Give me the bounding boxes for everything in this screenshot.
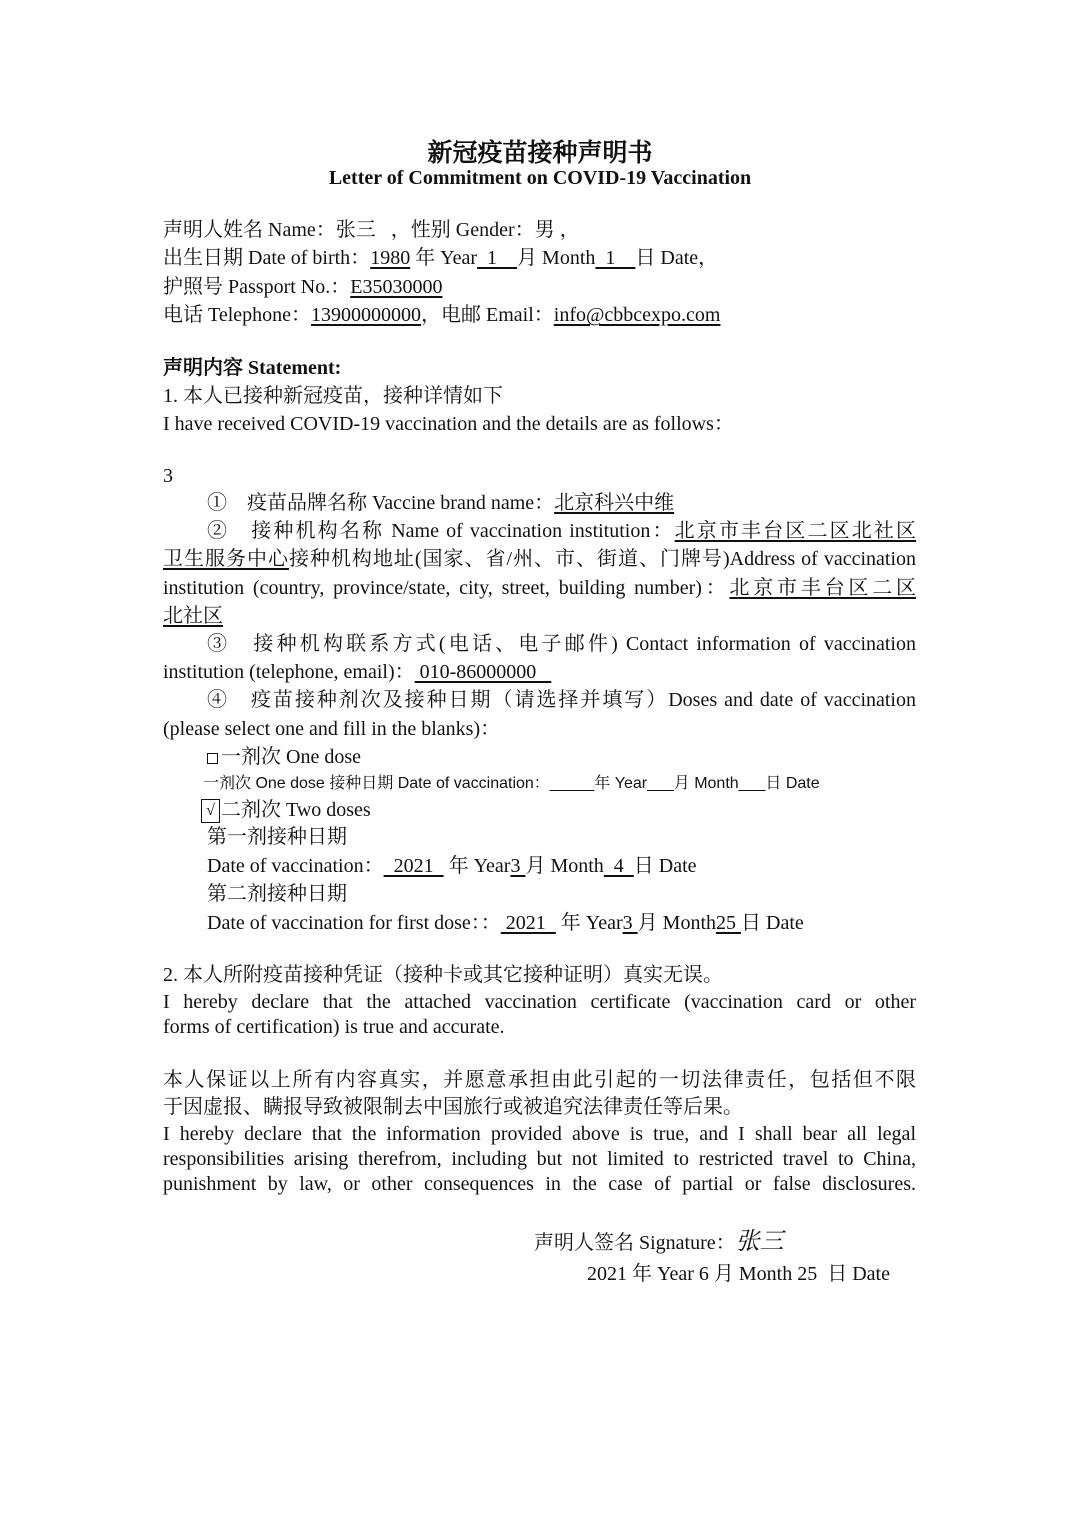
- day-label: 日 Date: [741, 912, 804, 934]
- name-label: 声明人姓名 Name：: [163, 219, 336, 241]
- first-dose-label: Date of vaccination：: [207, 855, 384, 877]
- brand-value: 北京科兴中维: [554, 492, 675, 514]
- first-dose-heading: 第一剂接种日期: [207, 826, 347, 848]
- two-doses-label: 二剂次 Two doses: [221, 799, 371, 821]
- first-dose-date-line: [207, 853, 697, 879]
- contact-info-value: 010-86000000: [414, 661, 552, 683]
- address-label-cont: institution (country, province/state, city, street, building number)：: [163, 577, 730, 599]
- guarantee-en-2: responsibilities arising therefrom, including but not limited to restricted travel to China,: [163, 1148, 916, 1170]
- item2-cn: 2. 本人所附疫苗接种凭证（接种卡或其它接种证明）真实无误。: [163, 964, 723, 986]
- second-dose-year: 2021: [500, 912, 556, 934]
- dob-day: 1: [595, 247, 636, 269]
- tel-value: 13900000000: [311, 304, 422, 326]
- signature-name: 张三: [735, 1229, 784, 1255]
- year-label: 年 Year: [448, 855, 511, 877]
- passport-label: 护照号 Passport No.：: [163, 276, 351, 298]
- first-dose-month: 3: [510, 855, 526, 877]
- punct: ，: [559, 219, 580, 241]
- two-doses-option[interactable]: [201, 797, 371, 823]
- signature-date: 2021 年 Year 6 月 Month 25 日 Date: [587, 1263, 890, 1285]
- item2-en-1: I hereby declare that the attached vaccination certificate (vaccination card or other: [163, 991, 916, 1013]
- number-text: 3: [163, 465, 173, 487]
- first-dose-year: 2021: [383, 855, 444, 877]
- document-title-cn: 新冠疫苗接种声明书: [427, 140, 653, 167]
- contact-info-line: [163, 659, 551, 685]
- statement-heading: 声明内容 Statement:: [163, 357, 342, 379]
- item1-cn: 1. 本人已接种新冠疫苗，接种详情如下: [163, 385, 503, 407]
- passport-line: [163, 274, 442, 300]
- doses-label-cont: (please select one and fill in the blanks)：: [163, 718, 501, 740]
- address-line-1: [163, 546, 916, 572]
- second-dose-month: 3: [622, 912, 638, 934]
- item2-en-2: forms of certification) is true and accurate.: [163, 1016, 505, 1038]
- day-label: 日 Date: [633, 855, 697, 877]
- address-line-3: [163, 603, 223, 629]
- dob-month: 1: [477, 247, 518, 269]
- name-line: [163, 217, 580, 243]
- contact-info-label-cont: institution (telephone, email)：: [163, 661, 415, 683]
- guarantee-cn-2: 于因虚报、瞒报导致被限制去中国旅行或被追究法律责任等后果。: [163, 1096, 743, 1118]
- gender-value: 男: [534, 219, 555, 241]
- dob-label: 出生日期 Date of birth：: [163, 247, 371, 269]
- month-label: 月 Month: [517, 247, 596, 269]
- guarantee-en-3: punishment by law, or other consequences in the case of partial or false disclosures.: [163, 1173, 916, 1195]
- contact-line: [163, 302, 720, 328]
- dob-year: 1980: [370, 247, 411, 269]
- address-value-cont: 北社区: [163, 605, 223, 627]
- two-doses-checkbox[interactable]: √: [201, 799, 220, 823]
- brand-line: [207, 490, 674, 516]
- institution-label: ② 接种机构名称 Name of vaccination institution：: [207, 520, 675, 542]
- gender-label: ，性别 Gender：: [390, 219, 535, 241]
- address-line-2: [163, 575, 916, 601]
- email-label: ，电邮 Email：: [421, 304, 554, 326]
- one-dose-option[interactable]: [207, 744, 361, 770]
- second-dose-day: 25: [716, 912, 741, 934]
- tel-label: 电话 Telephone：: [163, 304, 312, 326]
- address-label: 接种机构地址(国家、省/州、市、街道、门牌号)Address of vaccination: [288, 548, 917, 570]
- first-dose-day: 4: [603, 855, 634, 877]
- second-dose-label: Date of vaccination for first dose：：: [207, 912, 501, 934]
- address-value: 北京市丰台区二区: [729, 577, 916, 599]
- guarantee-en-1: I hereby declare that the information provided above is true, and I shall bear all legal: [163, 1123, 916, 1145]
- one-dose-checkbox[interactable]: [207, 753, 218, 764]
- institution-value-cont: 卫生服务中心: [163, 548, 289, 570]
- second-dose-date-line: [207, 910, 804, 936]
- year-label: 年 Year: [415, 247, 478, 269]
- one-dose-date-line: 一剂次 One dose 接种日期 Date of vaccination：_____年 Year___月 Month___日 Date: [203, 775, 820, 792]
- email-value: info@cbbcexpo.com: [553, 304, 721, 326]
- institution-line: [207, 518, 916, 544]
- dob-line: [163, 245, 718, 271]
- signature-line: [534, 1229, 784, 1255]
- institution-value: 北京市丰台区二区北社区: [674, 520, 917, 542]
- doses-label: ④ 疫苗接种剂次及接种日期（请选择并填写）Doses and date of vaccination: [207, 689, 916, 711]
- contact-info-label: ③ 接种机构联系方式(电话、电子邮件) Contact information of vaccination: [207, 633, 916, 655]
- document-title-en: Letter of Commitment on COVID-19 Vaccination: [328, 167, 752, 189]
- year-label: 年 Year: [560, 912, 623, 934]
- day-label: 日 Date，: [635, 247, 719, 269]
- brand-label: ① 疫苗品牌名称 Vaccine brand name：: [207, 492, 555, 514]
- item1-en: I have received COVID-19 vaccination and the details are as follows：: [163, 413, 734, 435]
- second-dose-heading: 第二剂接种日期: [207, 883, 347, 905]
- name-value: 张三: [335, 219, 376, 241]
- signature-label: 声明人签名 Signature：: [534, 1232, 736, 1254]
- guarantee-cn-1: 本人保证以上所有内容真实，并愿意承担由此引起的一切法律责任，包括但不限: [163, 1069, 916, 1091]
- month-label: 月 Month: [637, 912, 716, 934]
- month-label: 月 Month: [525, 855, 604, 877]
- passport-value: E35030000: [350, 276, 443, 298]
- one-dose-label: 一剂次 One dose: [221, 746, 361, 768]
